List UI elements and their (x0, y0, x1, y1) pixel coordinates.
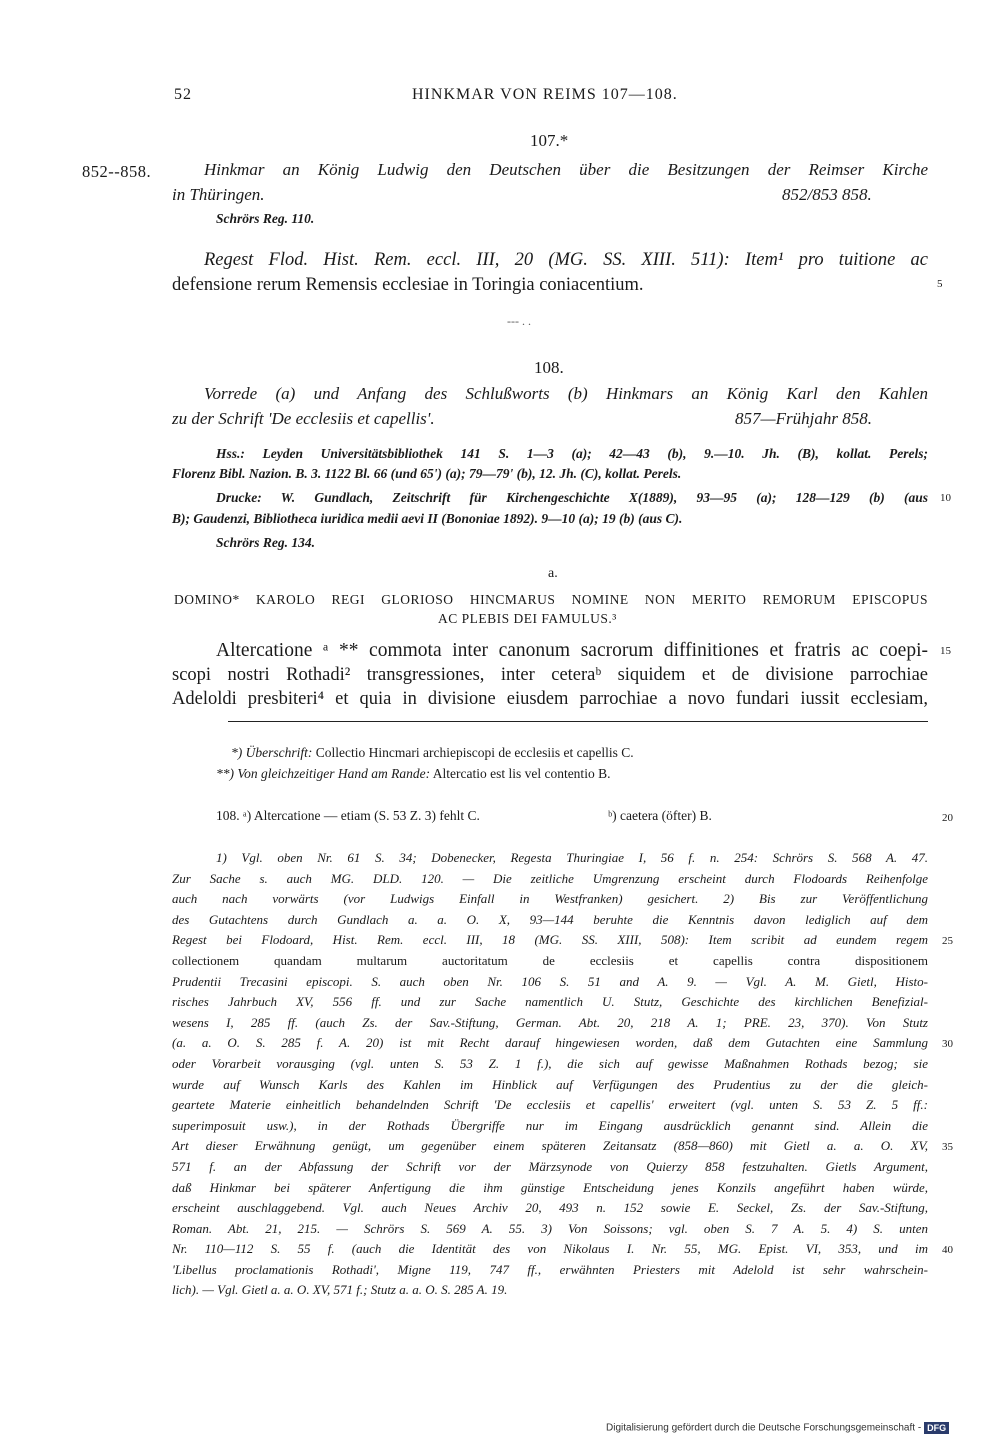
footnote-line: Zur Sache s. auch MG. DLD. 120. — Die zeitliche Umgrenzung erscheint durch Flodoards Reihenfolge (172, 870, 928, 886)
doc108-ref: Schrörs Reg. 134. (216, 535, 316, 550)
footnote-line: Art dieser Erwähnung genügt, um gegenüber einem späteren Zeitansatz (858—860) mit Gietl a. a. O. XV, (172, 1138, 928, 1154)
doc107-date-margin: 852--858. (82, 162, 152, 181)
text-line2: scopi nostri Rothadi² transgressiones, inter ceteraᵇ siquidem et de divisione parrochiae (172, 665, 928, 685)
footnote-line: oder Vorarbeit vorausging (vgl. unten S. 53 Z. 1 f.), die sich auf gewisse Maßnahmen Rothads bezog; sie (172, 1055, 928, 1071)
doc107-number: 107.* (530, 131, 569, 150)
note-star2-text: Altercatio est lis vel contentio B. (432, 766, 611, 781)
dfg-logo-icon: DFG (924, 1422, 949, 1434)
note-star1-label: *) Überschrift: (231, 745, 313, 760)
doc107-regest-line1: Regest Flod. Hist. Rem. eccl. III, 20 (MG. SS. XIII. 511): Item¹ pro tuitione ac (204, 250, 928, 270)
text-line3: Adeloldi presbiteri⁴ et quia in divisione eiusdem parrochiae a novo fundari iussit ecclesiam, (172, 689, 928, 709)
note-star2-label: **) Von gleichzeitiger Hand am Rande: (216, 766, 431, 781)
address-line1: DOMINO* KAROLO REGI GLORIOSO HINCMARUS NOMINE NON MERITO REMORUM EPISCOPUS (174, 592, 928, 607)
variant-note-a: 108. ᵃ) Altercatione — etiam (S. 53 Z. 3) fehlt C. (216, 808, 480, 823)
line-number-25: 25 (942, 935, 953, 947)
line-number-15: 15 (940, 645, 951, 657)
footnote-line: erscheint auschlaggebend. Vgl. auch Neues Archiv 20, 493 n. 152 sowie E. Seckel, Zs. der Sav.-Stiftung, (172, 1200, 928, 1216)
doc108-hss-line2: Florenz Bibl. Nazion. B. 3. 1122 Bl. 66 (und 65') (a); 79—79' (b), 12. Jh. (C), kollat. Perels. (172, 466, 682, 481)
line-number-30: 30 (942, 1038, 953, 1050)
doc108-drucke-line1: Drucke: W. Gundlach, Zeitschrift für Kirchengeschichte X(1889), 93—95 (a); 128—129 (b) (aus (216, 490, 928, 505)
footnote-line: risches Jahrbuch XV, 556 ff. und zur Sache namentlich U. Stutz, Geschichte des kirchlichen Benefizial- (172, 994, 928, 1010)
footnote-line: wurde auf Wunsch Karls des Kahlen im Hinblick auf Verfügungen des Prudentius zu der die gleich- (172, 1076, 928, 1092)
line-number-20: 20 (942, 812, 953, 824)
footnote-line: 'Libellus proclamationis Rothadi', Migne 119, 747 ff., erwähnten Priesters mit Adelold ist sehr wahrschein- (172, 1261, 928, 1277)
doc107-title-line1: Hinkmar an König Ludwig den Deutschen über die Besitzungen der Reimser Kirche (204, 160, 928, 179)
doc108-number: 108. (534, 358, 564, 377)
doc108-title-line1: Vorrede (a) und Anfang des Schlußworts (b) Hinkmars an König Karl den Kahlen (204, 384, 928, 403)
section-separator: --- . . (507, 314, 531, 328)
line-number-10: 10 (940, 492, 951, 504)
doc107-regest-line2: defensione rerum Remensis ecclesiae in Toringia coniacentium. (172, 275, 644, 295)
notes-divider (228, 721, 928, 722)
doc107-date-range: 852/853 858. (782, 185, 872, 204)
footnote-line: lich). — Vgl. Gietl a. a. O. XV, 571 f.; Stutz a. a. O. S. 285 A. 19. (172, 1282, 508, 1298)
page-number: 52 (174, 86, 192, 103)
footnote-line: Roman. Abt. 21, 215. — Schrörs S. 569 A. 55. 3) Von Soissons; vgl. oben S. 7 A. 5. 4) S. unten (172, 1220, 928, 1236)
note-star1 (231, 745, 634, 761)
footnote-line: geartete Materie einheitlich behandelnden Schrift 'De ecclesiis et capellis' erweitert (vgl. unten S. 53 Z. 5 ff.: (172, 1097, 928, 1113)
line-number-40: 40 (942, 1244, 953, 1256)
footnote-line: 571 f. an der Abfassung der Schrift vor der Märzsynode von Quierzy 858 festzuhalten. Gietls Argument, (172, 1158, 928, 1174)
note-star2 (216, 766, 610, 782)
doc108-drucke-line2: B); Gaudenzi, Bibliotheca iuridica medii aevi II (Bononiae 1892). 9—10 (a); 19 (b) (aus C). (172, 511, 683, 526)
doc107-title-line2: in Thüringen. (172, 185, 265, 204)
line-number-35: 35 (942, 1141, 953, 1153)
footnote-line: (a. a. O. S. 285 f. A. 20) ist mit Recht darauf hingewiesen worden, daß dem Gutachten eine Sammlung (172, 1035, 928, 1051)
digitization-credit (606, 1422, 949, 1434)
footnote-line: Prudentii Trecasini episcopi. S. auch oben Nr. 106 S. 51 and A. 9. — Vgl. A. M. Gietl, Histo- (172, 973, 928, 989)
variant-note-b: ᵇ) caetera (öfter) B. (608, 808, 712, 823)
note-star1-text: Collectio Hincmari archiepiscopi de ecclesiis et capellis C. (315, 745, 634, 760)
footnote-line: superimposuit usw.), in der Rothads Übergriffe nur im Eingang ausdrücklich genannt sind. Allein die (172, 1117, 928, 1133)
footnote-line: Nr. 110—112 S. 55 f. (auch die Identität des von Nikolaus I. Nr. 55, MG. Epist. VI, 353, und im (172, 1241, 928, 1257)
footnotes-block (172, 848, 928, 1301)
address-line2: AC PLEBIS DEI FAMULUS.³ (438, 611, 617, 626)
footnote-line: 1) Vgl. oben Nr. 61 S. 34; Dobenecker, Regesta Thuringiae I, 56 f. n. 254: Schrörs S. 568 A. 47. (216, 850, 928, 865)
footnote-line: wesens I, 285 ff. (auch Zs. der Sav.-Stiftung, German. Abt. 20, 218 A. 1; PRE. 23, 370). Von Stutz (172, 1014, 928, 1030)
credit-text: Digitalisierung gefördert durch die Deutsche Forschungsgemeinschaft - (606, 1422, 922, 1434)
doc108-title-line2: zu der Schrift 'De ecclesiis et capellis'. (172, 409, 435, 428)
running-title: HINKMAR VON REIMS 107—108. (412, 86, 678, 103)
doc108-date-range: 857—Frühjahr 858. (735, 409, 872, 428)
footnote-line: collectionem quandam multarum auctoritatum de ecclesiis et capellis contra dispositionem (172, 952, 928, 968)
footnote-line: des Gutachtens durch Gundlach a. a. O. X, 93—144 beruhte die Kenntnis davon lediglich auf dem (172, 911, 928, 927)
doc107-ref: Schrörs Reg. 110. (216, 211, 315, 226)
section-a-label: a. (548, 566, 558, 581)
footnote-line: Regest bei Flodoard, Hist. Rem. eccl. III, 18 (MG. SS. XIII, 508): Item scribit ad eundem regem (172, 932, 928, 948)
doc108-hss-line1: Hss.: Leyden Universitätsbibliothek 141 S. 1—3 (a); 42—43 (b), 9.—10. Jh. (B), kollat. Perels; (216, 446, 928, 461)
line-number-5: 5 (937, 278, 943, 290)
footnote-line: daß Hinkmar bei späterer Anfertigung die ihm günstige Entscheidung jenes Konzils angeführt haben würde, (172, 1179, 928, 1195)
text-line1: Altercatione ᵃ ** commota inter canonum sacrorum diffinitiones et fratris ac coepi- (216, 640, 928, 661)
footnote-line: auch nach vorwärts (vor Ludwigs Einfall in Westfranken) gesichert. 2) Bis zur Veröffentlichung (172, 891, 928, 907)
